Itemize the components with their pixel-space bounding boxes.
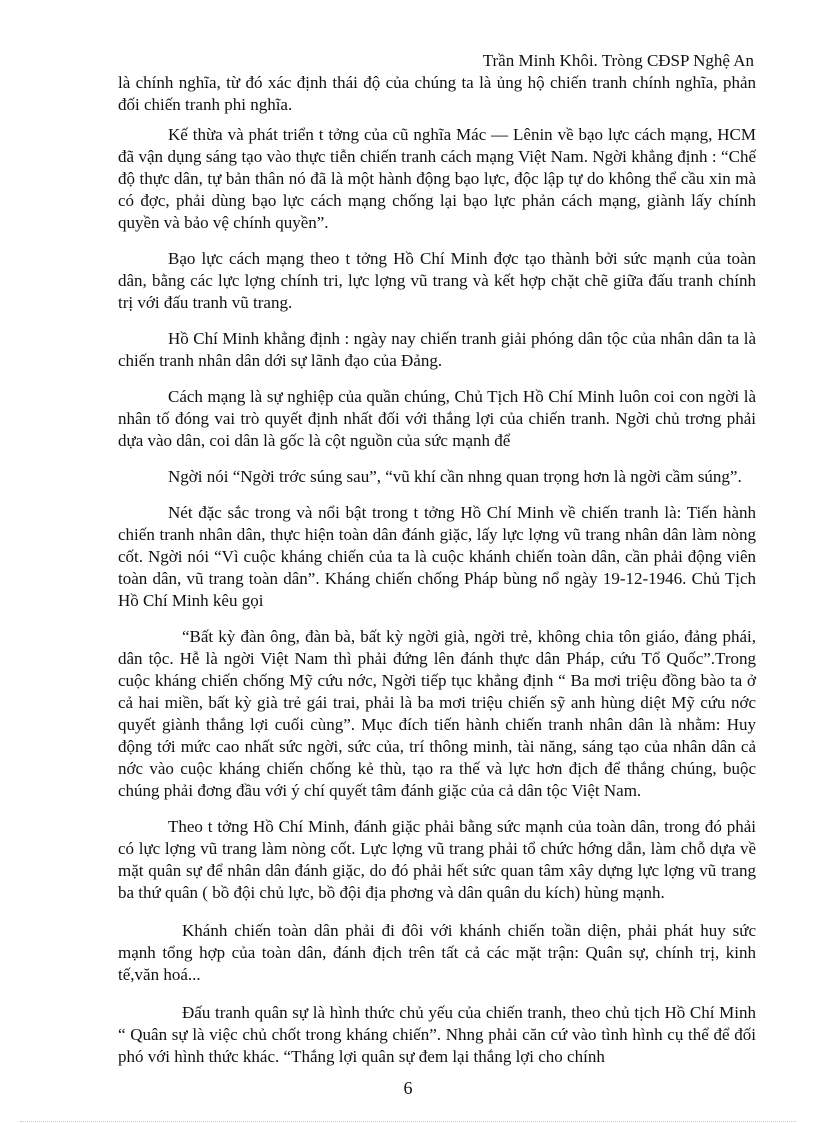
footer-divider — [20, 1121, 796, 1122]
paragraph-4: Hồ Chí Minh khẳng định : ngày nay chiến tranh giải phóng dân tộc của nhân dân ta là chiến tranh nhân dân dới sự lãnh đạo của Đảng. — [118, 329, 756, 370]
paragraph-7: Nét đặc sắc trong và nổi bật trong t tởng Hồ Chí Minh về chiến tranh là: Tiến hành chiến tranh nhân dân, thực hiện toàn dân đánh giặc, lấy lực lợng vũ trang nhân dân làm nòng cốt. Ngời nói “Vì cuộc kháng chiến của ta là cuộc khánh chiến toàn dân, cần phải động viên toàn dân, vũ trang toàn dân”. Kháng chiến chống Pháp bùng nổ ngày 19-12-1946. Chủ Tịch Hồ Chí Minh kêu gọi — [118, 503, 756, 610]
paragraph-3: Bạo lực cách mạng theo t tởng Hồ Chí Minh đợc tạo thành bởi sức mạnh của toàn dân, bằng các lực lợng chính tri, lực lợng vũ trang và kết hợp chặt chẽ giữa đấu tranh chính trị với đấu tranh vũ trang. — [118, 249, 756, 312]
paragraph-9: Theo t tởng Hồ Chí Minh, đánh giặc phải bằng sức mạnh của toàn dân, trong đó phải có lực lợng vũ trang làm nòng cốt. Lực lợng vũ trang phải tổ chức hớng dẫn, làm chỗ dựa về mặt quân sự để nhân dân đánh giặc, do đó phải hết sức quan tâm xây dựng lực lợng vũ trang ba thứ quân ( bồ đội chủ lực, bồ đội địa phơng và dân quân du kích) hùng mạnh. — [118, 817, 756, 902]
paragraph-2: Kế thừa và phát triển t tởng của cũ nghĩa Mác — Lênin về bạo lực cách mạng, HCM đã vận dụng sáng tạo vào thực tiễn chiến tranh cách mạng Việt Nam. Ngời khẳng định : “Chế độ thực dân, tự bản thân nó đã là một hành động bạo lực, độc lập tự do không thể cầu xin mà có đợc, phải dùng bạo lực cách mạng chống lại bạo lực phản cách mạng, giành lấy chính quyền và bảo vệ chính quyền”. — [118, 125, 756, 232]
paragraph-1: là chính nghĩa, từ đó xác định thái độ của chúng ta là ủng hộ chiến tranh chính nghĩa, phản đối chiến tranh phi nghĩa. — [118, 73, 756, 114]
paragraph-6: Ngời nói “Ngời trớc súng sau”, “vũ khí cần nhng quan trọng hơn là ngời cầm súng”. — [168, 467, 742, 486]
page-number: 6 — [403, 1078, 413, 1098]
paragraph-11: Đấu tranh quân sự là hình thức chủ yếu của chiến tranh, theo chủ tịch Hồ Chí Minh “ Quân sự là việc chủ chốt trong kháng chiến”. Nhng phải căn cứ vào tình hình cụ thể để đối phó với hình thức khác. “Thắng lợi quân sự đem lại thắng lợi cho chính — [118, 1003, 756, 1066]
paragraph-8: “Bất kỳ đàn ông, đàn bà, bất kỳ ngời già, ngời trẻ, không chia tôn giáo, đảng phái, dân tộc. Hễ là ngời Việt Nam thì phải đứng lên đánh thực dân Pháp, cứu Tổ Quốc”.Trong cuộc kháng chiến chống Mỹ cứu nớc, Ngời tiếp tục khẳng định “ Ba mơi triệu đồng bào ta ở cả hai miền, bất kỳ già trẻ gái trai, phải là ba mơi triệu chiến sỹ anh hùng diệt Mỹ cứu nớc quyết giành thắng lợi cuối cùng”. Mục đích tiến hành chiến tranh nhân dân là nhằm: Huy động tới mức cao nhất sức ngời, sức của, trí thông minh, tài năng, sáng tạo của nhân dân cả nớc vào cuộc kháng chiến chống kẻ thù, tạo ra thế và lực hơn địch để thắng chúng, buộc chúng phải đơng đầu với ý chí quyết tâm đánh giặc của cả dân tộc Việt Nam. — [118, 627, 756, 800]
paragraph-10: Khánh chiến toàn dân phải đi đôi với khánh chiến toần diện, phải phát huy sức mạnh tổng hợp của toàn dân, đánh địch trên tất cả các mặt trận: Quân sự, chính trị, kinh tế,văn hoá... — [118, 921, 756, 984]
paragraph-5: Cách mạng là sự nghiệp của quần chúng, Chủ Tịch Hồ Chí Minh luôn coi con ngời là nhân tố đóng vai trò quyết định nhất đối với thắng lợi của chiến tranh. Ngời chủ trơng phải dựa vào dân, coi dân là gốc là cột nguồn của sức mạnh để — [118, 387, 756, 450]
running-header: Trần Minh Khôi. Tròng CĐSP Nghệ An — [482, 51, 754, 70]
body-text — [118, 72, 756, 1068]
